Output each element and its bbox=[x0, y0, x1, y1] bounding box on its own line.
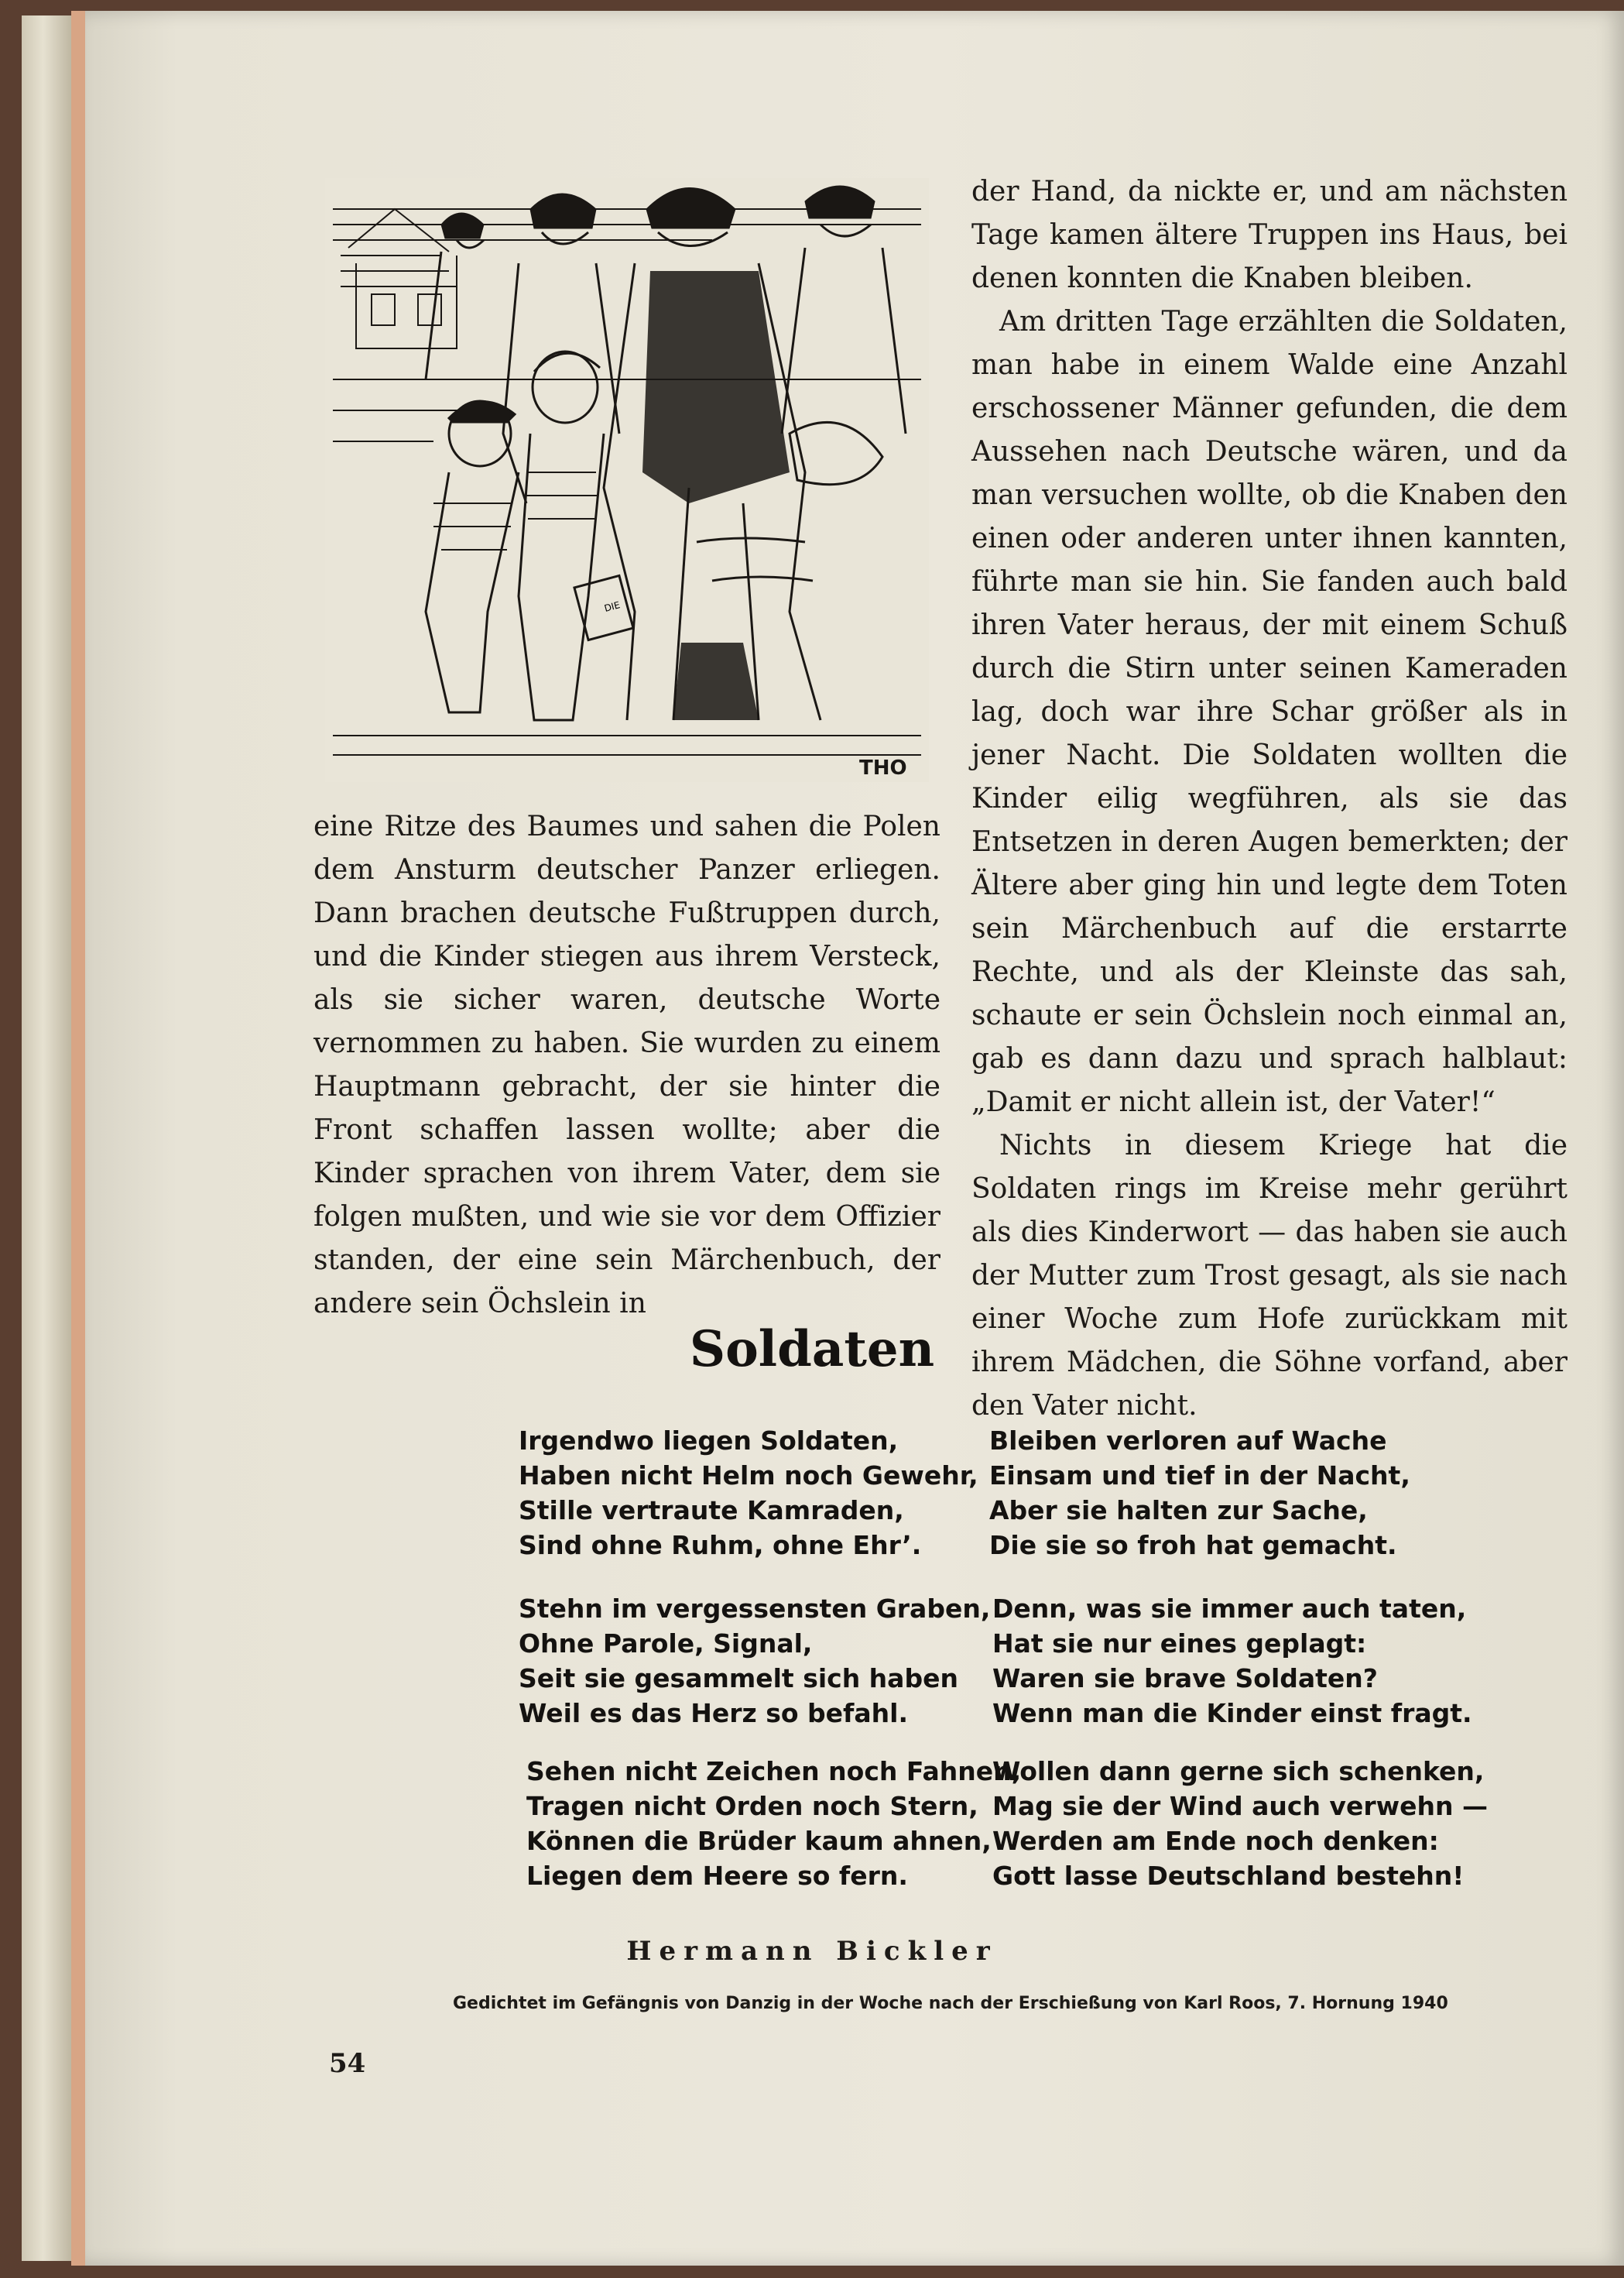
poem-line: Stehn im vergessensten Graben, bbox=[519, 1594, 991, 1624]
stanza-right-2 bbox=[992, 1591, 1472, 1731]
paragraph: Am dritten Tage erzählten die Soldaten, man habe in einem Walde eine Anzahl erschossener Männer gefunden, die dem Aussehen nach Deutsche wären, und da man versuchen wollte, ob die Knaben den einen oder anderen unter ihnen kannten, führte man sie hin. Sie fanden auch bald ihren Vater heraus, der mit einem Schuß durch die Stirn unter seinen Kameraden lag, doch war ihre Schar größer als in jener Nacht. Die Soldaten wollten die Kinder eilig wegführen, als sie das Entsetzen in deren Augen bemerkten; der Ältere aber ging hin und legte dem Toten sein Märchenbuch auf die erstarrte Rechte, und als der Kleinste das sah, schaute er sein Öchslein noch einmal an, gab es dann dazu und sprach halblaut: „Damit er nicht allein ist, der Vater!“ bbox=[971, 306, 1567, 1118]
stanza-right-1 bbox=[989, 1423, 1410, 1563]
poem-line: Irgendwo liegen Soldaten, bbox=[519, 1425, 899, 1456]
poem-line: Seit sie gesammelt sich haben bbox=[519, 1663, 958, 1693]
poem-line: Gott lasse Deutschland bestehn! bbox=[992, 1861, 1465, 1891]
book-edge bbox=[22, 15, 76, 2261]
paragraph: eine Ritze des Baumes und sahen die Polen dem Ansturm deutscher Panzer erliegen. Dann brachen deutsche Fußtruppen durch, und die Kinder stiegen aus ihrem Versteck, als sie sicher waren, deutsche Worte vernommen zu haben. Sie wurden zu einem Hauptmann gebracht, der sie hinter die Front schaffen lassen wollte; aber die Kinder sprachen von ihrem Vater, dem sie folgen mußten, und wie sie vor dem Offizier standen, der eine sein Märchenbuch, der andere sein Öchslein in bbox=[313, 811, 940, 1319]
poem-author: Hermann Bickler bbox=[626, 1936, 998, 1967]
poem-line: Wollen dann gerne sich schenken, bbox=[992, 1756, 1485, 1786]
poem-line: Aber sie halten zur Sache, bbox=[989, 1495, 1368, 1525]
poem-line: Mag sie der Wind auch verwehn — bbox=[992, 1791, 1488, 1821]
poem-line: Wenn man die Kinder einst fragt. bbox=[992, 1698, 1472, 1728]
paragraph: der Hand, da nickte er, und am nächsten Tage kamen ältere Truppen ins Haus, bei denen konnten die Knaben bleiben. bbox=[971, 176, 1567, 294]
poem-line: Stille vertraute Kamraden, bbox=[519, 1495, 904, 1525]
poem-line: Weil es das Herz so befahl. bbox=[519, 1698, 908, 1728]
stanza-left-1 bbox=[519, 1423, 978, 1563]
poem-line: Ohne Parole, Signal, bbox=[519, 1628, 813, 1659]
prose-left-column bbox=[313, 805, 940, 1326]
paragraph: Nichts in diesem Kriege hat die Soldaten rings im Kreise mehr gerührt als dies Kinderwort — das haben sie auch der Mutter zum Trost gesagt, als sie nach einer Woche zum Hofe zurückkam mit ihrem Mädchen, die Söhne vorfand, aber den Vater nicht. bbox=[971, 1130, 1567, 1422]
poem-line: Einsam und tief in der Nacht, bbox=[989, 1460, 1410, 1491]
poem-title: Soldaten bbox=[689, 1320, 935, 1378]
poem-line: Hat sie nur eines geplagt: bbox=[992, 1628, 1367, 1659]
stanza-right-3 bbox=[992, 1754, 1488, 1893]
poem-line: Können die Brüder kaum ahnen, bbox=[526, 1826, 992, 1856]
poem-line: Bleiben verloren auf Wache bbox=[989, 1425, 1387, 1456]
poem-line: Haben nicht Helm noch Gewehr, bbox=[519, 1460, 978, 1491]
page-number: 54 bbox=[329, 2048, 366, 2079]
poem-line: Die sie so froh hat gemacht. bbox=[989, 1530, 1397, 1560]
poem-line: Denn, was sie immer auch taten, bbox=[992, 1594, 1467, 1624]
stanza-left-3 bbox=[526, 1754, 1021, 1893]
poem-line: Waren sie brave Soldaten? bbox=[992, 1663, 1378, 1693]
poem-line: Werden am Ende noch denken: bbox=[992, 1826, 1439, 1856]
illustration-signature: THO bbox=[859, 756, 907, 780]
prose-right-column bbox=[971, 170, 1567, 1428]
poem-footnote: Gedichtet im Gefängnis von Danzig in der Woche nach der Erschießung von Karl Roos, 7. Hornung 1940 bbox=[453, 1994, 1448, 2013]
book-label: DIE bbox=[603, 599, 622, 614]
poem-line: Liegen dem Heere so fern. bbox=[526, 1861, 908, 1891]
poem-line: Sind ohne Ruhm, ohne Ehr’. bbox=[519, 1530, 922, 1560]
stanza-left-2 bbox=[519, 1591, 990, 1731]
soldiers-and-children-illustration bbox=[325, 178, 929, 782]
poem-line: Tragen nicht Orden noch Stern, bbox=[526, 1791, 978, 1821]
poem-line: Sehen nicht Zeichen noch Fahnen, bbox=[526, 1756, 1022, 1786]
